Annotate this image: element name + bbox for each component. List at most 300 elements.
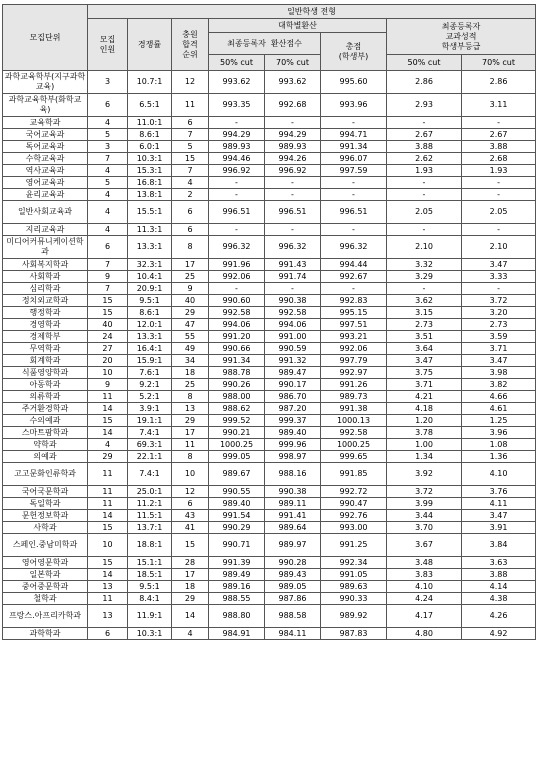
rank-cell: 25	[172, 271, 209, 283]
cut50-score-cell: 988.80	[209, 605, 265, 628]
cut50-score-cell: 992.58	[209, 307, 265, 319]
table-row	[3, 153, 536, 165]
grade-cut70-cell: 4.66	[462, 391, 536, 403]
competition-cell: 15.1:1	[128, 557, 172, 569]
dept-cell: 문헌정보학과	[3, 510, 88, 522]
competition-cell: 19.1:1	[128, 415, 172, 427]
total-score-cell: 997.79	[321, 355, 387, 367]
dept-cell: 회계학과	[3, 355, 88, 367]
dept-cell: 프랑스.아프리카학과	[3, 605, 88, 628]
competition-cell: 8.4:1	[128, 593, 172, 605]
quota-cell: 29	[88, 451, 128, 463]
cut50-score-cell: 990.29	[209, 522, 265, 534]
grade-cut70-cell: 1.36	[462, 451, 536, 463]
table-row	[3, 379, 536, 391]
grade-cut50-cell: 3.70	[387, 522, 462, 534]
table-row	[3, 165, 536, 177]
dept-cell: 식품영양학과	[3, 367, 88, 379]
total-score-cell: 992.34	[321, 557, 387, 569]
grade-cut70-cell: 3.84	[462, 534, 536, 557]
dept-cell: 사회복지학과	[3, 259, 88, 271]
competition-cell: 32.3:1	[128, 259, 172, 271]
quota-cell: 7	[88, 153, 128, 165]
total-score-cell: 991.85	[321, 463, 387, 486]
table-row	[3, 177, 536, 189]
total-score-cell: 992.67	[321, 271, 387, 283]
table-row	[3, 486, 536, 498]
table-row	[3, 343, 536, 355]
grade-cut50-cell: 3.75	[387, 367, 462, 379]
cut50-score-cell: -	[209, 117, 265, 129]
grade-cut50-cell: 2.73	[387, 319, 462, 331]
total-score-cell: 992.06	[321, 343, 387, 355]
grade-cut70-cell: 4.26	[462, 605, 536, 628]
cut70-score-cell: 998.97	[265, 451, 321, 463]
quota-cell: 7	[88, 283, 128, 295]
grade-cut50-cell: -	[387, 224, 462, 236]
rank-cell: 9	[172, 283, 209, 295]
quota-cell: 4	[88, 201, 128, 224]
cut70-score-cell: 994.26	[265, 153, 321, 165]
dept-cell: 심리학과	[3, 283, 88, 295]
final-reg-header: 최종등록자 환산점수	[209, 33, 321, 55]
quota-cell: 4	[88, 117, 128, 129]
quota-cell: 3	[88, 71, 128, 94]
quota-cell: 13	[88, 581, 128, 593]
results-table	[2, 4, 536, 640]
total-score-cell: 997.59	[321, 165, 387, 177]
grade-cut70-cell: 2.10	[462, 236, 536, 259]
cut50-score-cell: 988.55	[209, 593, 265, 605]
grade-cut50-cell: 1.34	[387, 451, 462, 463]
cut50-score-cell: 989.16	[209, 581, 265, 593]
dept-cell: 미디어커뮤니케이션학과	[3, 236, 88, 259]
rank-cell: 14	[172, 605, 209, 628]
competition-cell: 10.7:1	[128, 71, 172, 94]
cut70-score-cell: -	[265, 189, 321, 201]
rank-cell: 40	[172, 295, 209, 307]
cut70-score-cell: 986.70	[265, 391, 321, 403]
rank-cell: 8	[172, 391, 209, 403]
cut70-score-cell: 989.43	[265, 569, 321, 581]
table-row	[3, 331, 536, 343]
rank-cell: 8	[172, 451, 209, 463]
table-row	[3, 307, 536, 319]
cut70-score-cell: 988.58	[265, 605, 321, 628]
total-score-cell: 991.26	[321, 379, 387, 391]
total-score-cell: -	[321, 117, 387, 129]
quota-cell: 4	[88, 224, 128, 236]
table-row	[3, 201, 536, 224]
table-row	[3, 522, 536, 534]
dept-cell: 사회학과	[3, 271, 88, 283]
competition-cell: 12.0:1	[128, 319, 172, 331]
grade-cut50-cell: 3.48	[387, 557, 462, 569]
grade-cut50-cell: 3.64	[387, 343, 462, 355]
competition-cell: 25.0:1	[128, 486, 172, 498]
grade-cut50-cell: 3.88	[387, 141, 462, 153]
quota-header: 모집 인원	[88, 19, 128, 71]
cut70-score-cell: -	[265, 283, 321, 295]
cut50-score-cell: 990.60	[209, 295, 265, 307]
grade-cut70-cell: -	[462, 189, 536, 201]
cut70-score-cell: 989.05	[265, 581, 321, 593]
competition-cell: 13.7:1	[128, 522, 172, 534]
rank-cell: 5	[172, 141, 209, 153]
grade-cut50-cell: 3.62	[387, 295, 462, 307]
rank-cell: 11	[172, 439, 209, 451]
rank-header: 충원 합격 순위	[172, 19, 209, 71]
cut50-score-cell: 996.32	[209, 236, 265, 259]
total-score-cell: 993.00	[321, 522, 387, 534]
total-score-cell: 992.97	[321, 367, 387, 379]
competition-cell: 6.5:1	[128, 94, 172, 117]
rank-cell: 15	[172, 153, 209, 165]
grade-cut70-cell: 4.38	[462, 593, 536, 605]
cut70-score-cell: 996.32	[265, 236, 321, 259]
dept-cell: 독어교육과	[3, 141, 88, 153]
dept-cell: 경영학과	[3, 319, 88, 331]
cut70-score-cell: 990.28	[265, 557, 321, 569]
rank-cell: 18	[172, 581, 209, 593]
rank-cell: 4	[172, 177, 209, 189]
dept-cell: 독일학과	[3, 498, 88, 510]
competition-cell: 11.9:1	[128, 605, 172, 628]
rank-cell: 25	[172, 379, 209, 391]
rank-cell: 4	[172, 628, 209, 640]
grade-cut70-cell: 3.71	[462, 343, 536, 355]
competition-cell: 11.3:1	[128, 224, 172, 236]
grade-cut50-cell: 3.83	[387, 569, 462, 581]
quota-cell: 9	[88, 271, 128, 283]
total-score-cell: -	[321, 177, 387, 189]
cut50-score-cell: 990.21	[209, 427, 265, 439]
quota-cell: 15	[88, 522, 128, 534]
quota-cell: 10	[88, 367, 128, 379]
table-row	[3, 367, 536, 379]
rank-cell: 13	[172, 403, 209, 415]
cut70-score-cell: 987.20	[265, 403, 321, 415]
rank-cell: 17	[172, 569, 209, 581]
grade-cut70-cell: 4.11	[462, 498, 536, 510]
quota-cell: 40	[88, 319, 128, 331]
dept-cell: 의예과	[3, 451, 88, 463]
dept-cell: 과학학과	[3, 628, 88, 640]
grade-cut70-cell: 3.59	[462, 331, 536, 343]
grade-cut70-cell: 3.88	[462, 141, 536, 153]
cut50-score-cell: 991.96	[209, 259, 265, 271]
competition-cell: 18.8:1	[128, 534, 172, 557]
total-score-cell: 991.25	[321, 534, 387, 557]
quota-cell: 15	[88, 557, 128, 569]
competition-cell: 7.6:1	[128, 367, 172, 379]
cut70-score-cell: 991.32	[265, 355, 321, 367]
quota-cell: 11	[88, 498, 128, 510]
rank-cell: 29	[172, 307, 209, 319]
grade-cut50-cell: 4.80	[387, 628, 462, 640]
table-row	[3, 498, 536, 510]
grade-cut50-cell: 2.10	[387, 236, 462, 259]
grade-cut70-cell: 4.14	[462, 581, 536, 593]
cut70-score-cell: -	[265, 224, 321, 236]
cut50-score-cell: -	[209, 189, 265, 201]
grade-cut50-cell: 3.29	[387, 271, 462, 283]
cut50-score-cell: 989.40	[209, 498, 265, 510]
grade-cut50-cell: 3.47	[387, 355, 462, 367]
rank-cell: 11	[172, 94, 209, 117]
grade-cut50-cell: 2.05	[387, 201, 462, 224]
dept-cell: 아동학과	[3, 379, 88, 391]
rank-cell: 6	[172, 224, 209, 236]
cut70-score-cell: 994.06	[265, 319, 321, 331]
cut50-score-cell: -	[209, 224, 265, 236]
table-row	[3, 224, 536, 236]
grade-header: 최종등록자 교과성적 학생부등급	[387, 19, 536, 55]
total-score-cell: 992.76	[321, 510, 387, 522]
table-row	[3, 117, 536, 129]
dept-cell: 철학과	[3, 593, 88, 605]
quota-cell: 13	[88, 605, 128, 628]
competition-cell: 10.3:1	[128, 628, 172, 640]
grade-cut70-cell: 2.05	[462, 201, 536, 224]
total-score-cell: 994.44	[321, 259, 387, 271]
cut50-score-cell: 999.05	[209, 451, 265, 463]
total-score-cell: 992.58	[321, 427, 387, 439]
competition-cell: 10.3:1	[128, 153, 172, 165]
table-row	[3, 463, 536, 486]
grade-cut50-cell: 4.21	[387, 391, 462, 403]
quota-cell: 15	[88, 415, 128, 427]
quota-cell: 9	[88, 379, 128, 391]
rank-cell: 15	[172, 534, 209, 557]
rank-cell: 18	[172, 367, 209, 379]
cut50-score-cell: 994.46	[209, 153, 265, 165]
rank-cell: 29	[172, 415, 209, 427]
dept-cell: 과학교육학부(화학교육)	[3, 94, 88, 117]
rank-cell: 7	[172, 129, 209, 141]
dept-cell: 스마트팜학과	[3, 427, 88, 439]
grade-cut50-cell: 3.99	[387, 498, 462, 510]
competition-cell: 6.0:1	[128, 141, 172, 153]
cut70-score-cell: 991.00	[265, 331, 321, 343]
grade-cut70-cell: 3.47	[462, 259, 536, 271]
grade-cut50-cell: 1.00	[387, 439, 462, 451]
grade-cut50-cell: 3.67	[387, 534, 462, 557]
total-score-cell: 1000.13	[321, 415, 387, 427]
competition-cell: 15.3:1	[128, 165, 172, 177]
cut70-score-cell: 999.96	[265, 439, 321, 451]
quota-cell: 7	[88, 259, 128, 271]
cut70-header: 70% cut	[265, 55, 321, 71]
total-score-cell: 987.83	[321, 628, 387, 640]
rank-cell: 6	[172, 498, 209, 510]
table-row	[3, 605, 536, 628]
quota-cell: 11	[88, 463, 128, 486]
cut70-score-cell: -	[265, 117, 321, 129]
grade-cut50-cell: 4.17	[387, 605, 462, 628]
rank-cell: 12	[172, 486, 209, 498]
grade-cut70-cell: 3.33	[462, 271, 536, 283]
quota-cell: 3	[88, 141, 128, 153]
competition-cell: 15.9:1	[128, 355, 172, 367]
rank-cell: 6	[172, 117, 209, 129]
table-row	[3, 259, 536, 271]
grade-cut50-cell: 3.44	[387, 510, 462, 522]
quota-cell: 11	[88, 593, 128, 605]
table-row	[3, 415, 536, 427]
grade-cut70-cell: 2.67	[462, 129, 536, 141]
table-row	[3, 283, 536, 295]
total-score-cell: 989.92	[321, 605, 387, 628]
total-score-cell: 990.47	[321, 498, 387, 510]
grade-cut50-cell: 3.78	[387, 427, 462, 439]
dept-cell: 일본학과	[3, 569, 88, 581]
rank-cell: 8	[172, 236, 209, 259]
total-score-cell: 1000.25	[321, 439, 387, 451]
competition-cell: 10.4:1	[128, 271, 172, 283]
quota-cell: 27	[88, 343, 128, 355]
cut70-score-cell: 984.11	[265, 628, 321, 640]
rank-cell: 2	[172, 189, 209, 201]
competition-cell: 13.3:1	[128, 331, 172, 343]
grade-cut50-cell: -	[387, 189, 462, 201]
grade-cut70-cell: 1.25	[462, 415, 536, 427]
competition-header: 경쟁률	[128, 19, 172, 71]
dept-cell: 윤리교육과	[3, 189, 88, 201]
cut50-score-cell: 990.55	[209, 486, 265, 498]
cut50-score-cell: 994.29	[209, 129, 265, 141]
cut50-score-cell: 988.00	[209, 391, 265, 403]
cut50-score-cell: 991.34	[209, 355, 265, 367]
cut70-score-cell: 990.38	[265, 486, 321, 498]
table-row	[3, 189, 536, 201]
table-row	[3, 427, 536, 439]
total-score-cell: 992.83	[321, 295, 387, 307]
grade-cut70-cell: 3.63	[462, 557, 536, 569]
competition-cell: 22.1:1	[128, 451, 172, 463]
rank-cell: 41	[172, 522, 209, 534]
competition-cell: 20.9:1	[128, 283, 172, 295]
total-score-cell: 999.65	[321, 451, 387, 463]
quota-cell: 4	[88, 165, 128, 177]
dept-cell: 영어교육과	[3, 177, 88, 189]
quota-cell: 5	[88, 177, 128, 189]
table-row	[3, 71, 536, 94]
grade-cut50-header: 50% cut	[387, 55, 462, 71]
quota-cell: 14	[88, 403, 128, 415]
general-header: 일반학생 전형	[88, 5, 536, 19]
dept-cell: 일반사회교육과	[3, 201, 88, 224]
grade-cut50-cell: 2.67	[387, 129, 462, 141]
competition-cell: 9.5:1	[128, 581, 172, 593]
grade-cut70-cell: 4.61	[462, 403, 536, 415]
cut50-score-cell: 996.51	[209, 201, 265, 224]
quota-cell: 20	[88, 355, 128, 367]
total-score-cell: 994.71	[321, 129, 387, 141]
table-body	[3, 71, 536, 640]
table-row	[3, 94, 536, 117]
rank-cell: 10	[172, 463, 209, 486]
cut70-score-cell: 991.74	[265, 271, 321, 283]
table-row	[3, 391, 536, 403]
grade-cut70-cell: -	[462, 177, 536, 189]
competition-cell: 15.5:1	[128, 201, 172, 224]
cut50-score-cell: 989.49	[209, 569, 265, 581]
total-score-cell: 990.33	[321, 593, 387, 605]
grade-cut50-cell: 2.93	[387, 94, 462, 117]
cut70-score-cell: 999.37	[265, 415, 321, 427]
table-row	[3, 403, 536, 415]
dept-cell: 국어교육과	[3, 129, 88, 141]
cut70-score-cell: 990.17	[265, 379, 321, 391]
grade-cut50-cell: -	[387, 117, 462, 129]
total-score-cell: 989.73	[321, 391, 387, 403]
quota-cell: 11	[88, 391, 128, 403]
table-row	[3, 439, 536, 451]
total-score-cell: 996.07	[321, 153, 387, 165]
quota-cell: 11	[88, 486, 128, 498]
cut50-score-cell: 990.26	[209, 379, 265, 391]
rank-cell: 49	[172, 343, 209, 355]
grade-cut50-cell: -	[387, 283, 462, 295]
competition-cell: 16.8:1	[128, 177, 172, 189]
total-score-cell: 989.63	[321, 581, 387, 593]
competition-cell: 7.4:1	[128, 463, 172, 486]
dept-cell: 국어국문학과	[3, 486, 88, 498]
total-score-cell: 993.96	[321, 94, 387, 117]
grade-cut70-cell: 3.47	[462, 355, 536, 367]
competition-cell: 7.4:1	[128, 427, 172, 439]
dept-cell: 경제학부	[3, 331, 88, 343]
quota-cell: 15	[88, 295, 128, 307]
grade-cut70-cell: 3.82	[462, 379, 536, 391]
grade-cut70-cell: 2.73	[462, 319, 536, 331]
dept-cell: 교육학과	[3, 117, 88, 129]
competition-cell: 11.2:1	[128, 498, 172, 510]
rank-cell: 34	[172, 355, 209, 367]
table-row	[3, 581, 536, 593]
quota-cell: 15	[88, 307, 128, 319]
table-row	[3, 355, 536, 367]
dept-cell: 고고문화인류학과	[3, 463, 88, 486]
quota-cell: 4	[88, 439, 128, 451]
total-score-cell: 995.60	[321, 71, 387, 94]
grade-cut50-cell: 3.15	[387, 307, 462, 319]
cut50-score-cell: 991.39	[209, 557, 265, 569]
dept-cell: 행정학과	[3, 307, 88, 319]
grade-cut70-cell: 4.92	[462, 628, 536, 640]
cut70-score-cell: 991.43	[265, 259, 321, 271]
grade-cut70-cell: 2.68	[462, 153, 536, 165]
cut70-score-cell: 989.40	[265, 427, 321, 439]
dept-header: 모집단위	[3, 5, 88, 71]
admission-results-table	[2, 4, 535, 640]
cut50-score-cell: 991.54	[209, 510, 265, 522]
cut50-score-cell: 993.62	[209, 71, 265, 94]
cut50-score-cell: 989.93	[209, 141, 265, 153]
table-row	[3, 129, 536, 141]
dept-cell: 중어중문학과	[3, 581, 88, 593]
cut70-score-cell: 996.92	[265, 165, 321, 177]
grade-cut70-cell: 3.20	[462, 307, 536, 319]
cut70-score-cell: 990.59	[265, 343, 321, 355]
total-score-cell: 992.72	[321, 486, 387, 498]
total-score-cell: 991.38	[321, 403, 387, 415]
quota-cell: 10	[88, 534, 128, 557]
cut50-score-cell: 1000.25	[209, 439, 265, 451]
total-header: 총점 (학생부)	[321, 33, 387, 71]
dept-cell: 수의예과	[3, 415, 88, 427]
